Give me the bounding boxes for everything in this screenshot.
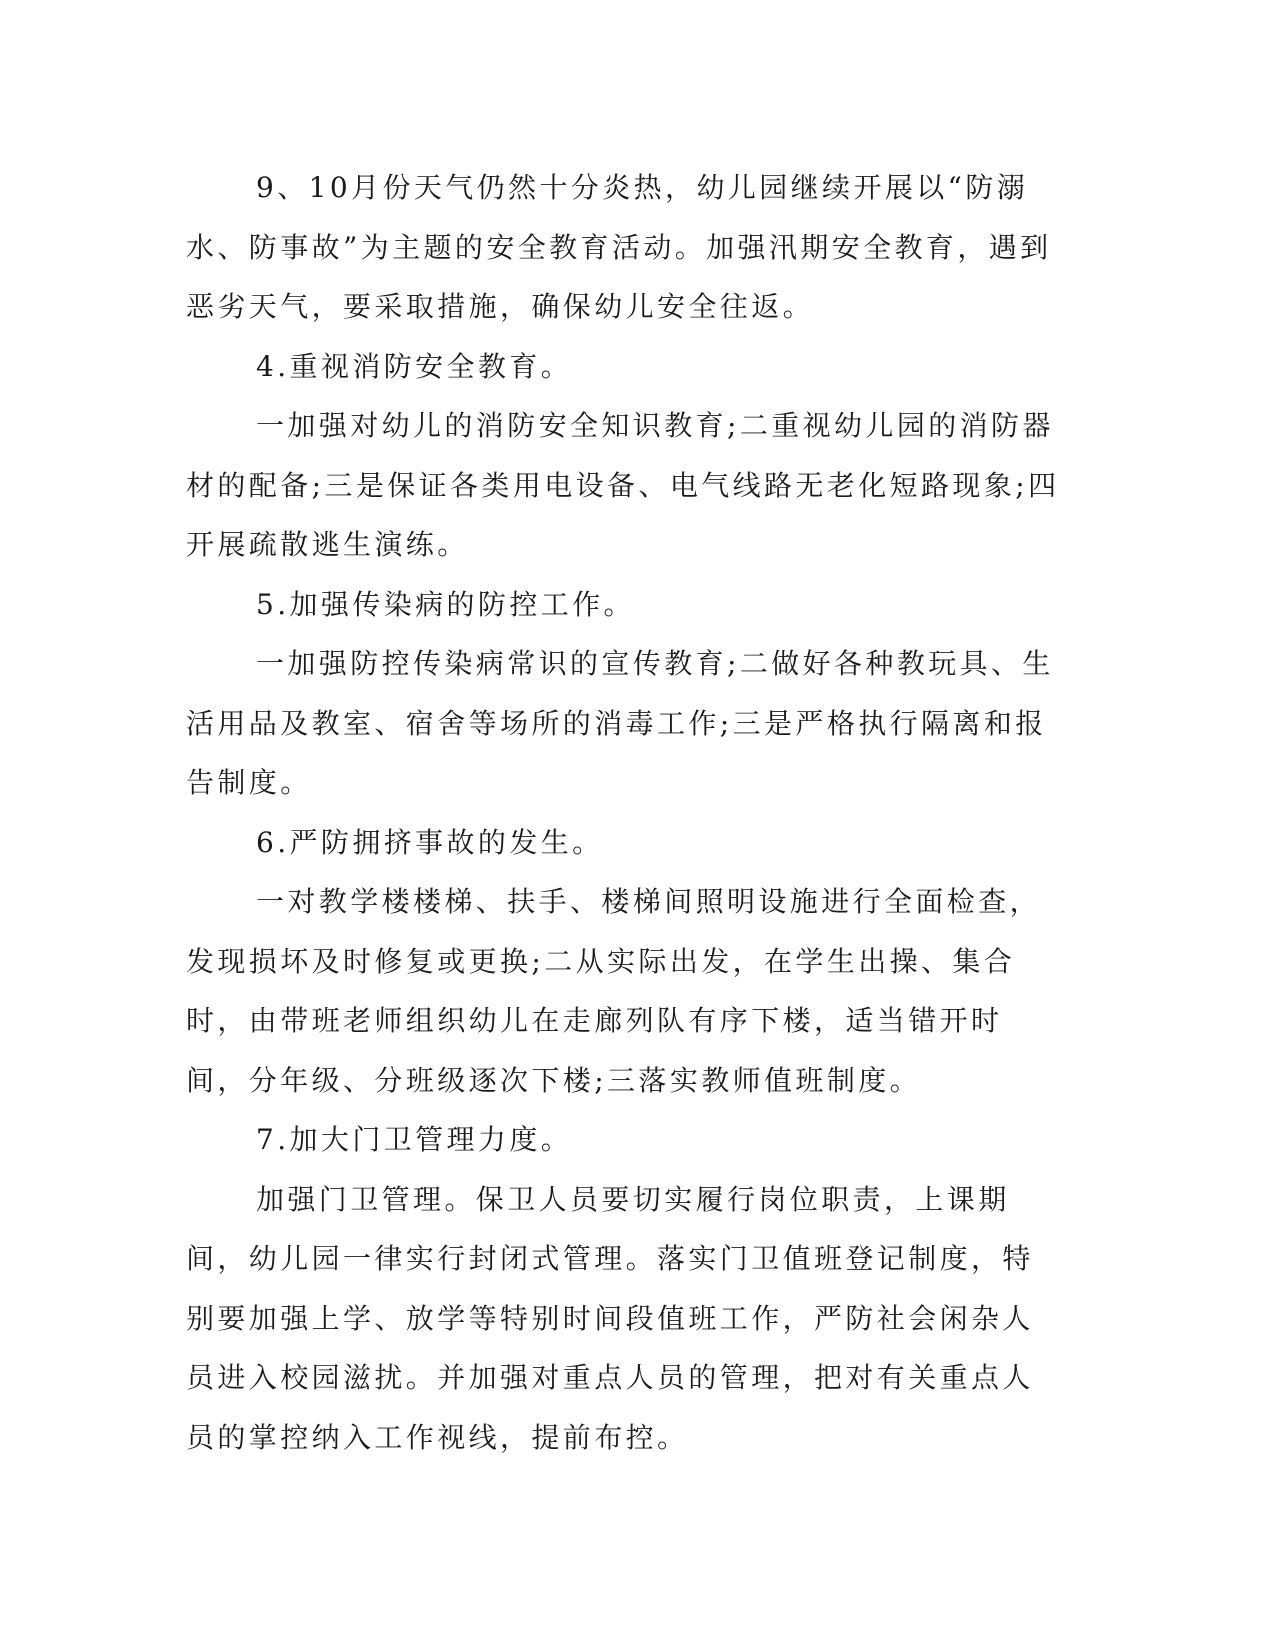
heading-crowding-prevention: 6.严防拥挤事故的发生。 xyxy=(256,825,604,859)
paragraph-crowding-prevention: 一对教学楼楼梯、扶手、楼梯间照明设施进行全面检查，发现损坏及时修复或更换;二从实际出发，在学生出操、集合时，由带班老师组织幼儿在走廊列队有序下楼，适当错开时间，分年级、分班级逐次下楼;三落实教师值班制度。 xyxy=(186,885,1042,1097)
paragraph-weather-safety: 9、10月份天气仍然十分炎热，幼儿园继续开展以“防溺水、防事故”为主题的安全教育活动。加强汛期安全教育，遇到恶劣天气，要采取措施，确保幼儿安全往返。 xyxy=(186,171,1052,323)
heading-disease-control: 5.加强传染病的防控工作。 xyxy=(256,587,635,621)
heading-fire-safety: 4.重视消防安全教育。 xyxy=(256,349,573,383)
paragraph-disease-control: 一加强防控传染病常识的宣传教育;二做好各种教玩具、生活用品及教室、宿舍等场所的消毒工作;三是严格执行隔离和报告制度。 xyxy=(186,647,1054,799)
document-body xyxy=(186,158,1061,1467)
paragraph-fire-safety: 一加强对幼儿的消防安全知识教育;二重视幼儿园的消防器材的配备;三是保证各类用电设备、电气线路无老化短路现象;四开展疏散逃生演练。 xyxy=(186,409,1060,561)
heading-gate-management: 7.加大门卫管理力度。 xyxy=(256,1123,573,1156)
paragraph-gate-management: 加强门卫管理。保卫人员要切实履行岗位职责，上课期间，幼儿园一律实行封闭式管理。落实门卫值班登记制度，特别要加强上学、放学等特别时间段值班工作，严防社会闲杂人员进入校园滋扰。并加强对重点人员的管理，把对有关重点人员的掌控纳入工作视线，提前布控。 xyxy=(186,1182,1034,1454)
